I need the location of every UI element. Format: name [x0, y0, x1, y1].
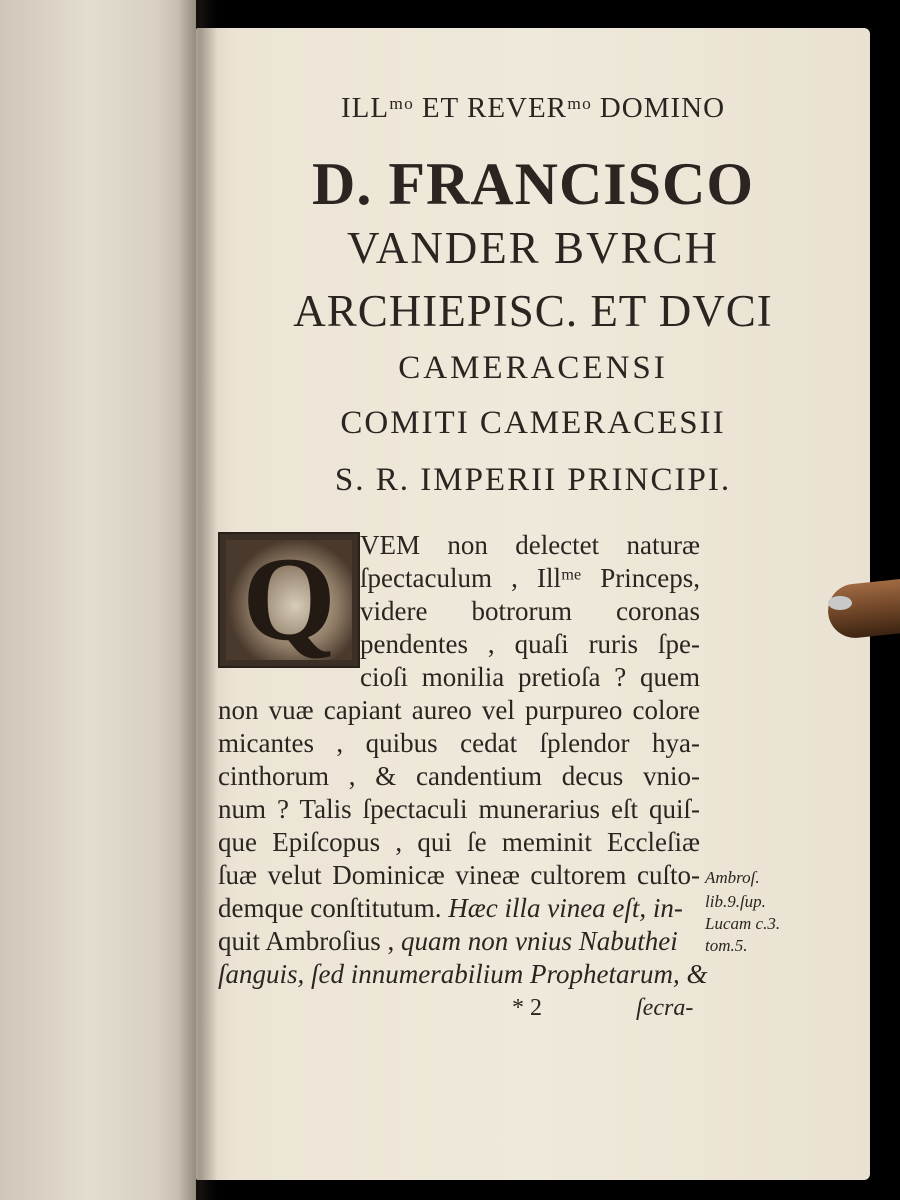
body-line: VEM non delectet naturæ	[360, 530, 700, 560]
signature-mark: * 2	[512, 995, 542, 1021]
initial-letter: Q	[242, 532, 336, 665]
body-line: non vuæ capiant aureo vel purpureo colore	[218, 695, 700, 725]
body-line-mixed	[218, 893, 683, 924]
dedication-line-5: CAMERACENSI	[398, 350, 668, 386]
margin-note: lib.9.ſup.	[705, 892, 766, 911]
body-line: videre botrorum coronas	[360, 596, 700, 626]
dedication-line-6: COMITI CAMERACESII	[340, 405, 726, 441]
margin-note: Lucam c.3.	[705, 914, 781, 933]
body-line-mixed	[218, 926, 678, 957]
dedication-line-3: VANDER BVRCH	[347, 223, 719, 273]
body-line: micantes , quibus cedat ſplendor hya-	[218, 728, 700, 758]
body-line: ſanguis, ſed innumerabilium Prophetarum, &	[218, 959, 708, 989]
margin-note: Ambroſ.	[705, 868, 760, 887]
body-line: que Epiſcopus , qui ſe meminit Eccleſiæ	[218, 827, 700, 857]
margin-note: tom.5.	[705, 936, 748, 955]
body-line: cinthorum , & candentium decus vnio-	[218, 761, 700, 791]
dedication-line-2: D. FRANCISCO	[311, 151, 755, 217]
facing-page	[0, 0, 196, 1200]
body-quote: Hæc illa vinea eſt, in-	[448, 893, 683, 923]
catchword: ſecra-	[636, 995, 694, 1021]
body-text: quit Ambroſius ,	[218, 926, 395, 956]
body-line: pendentes , quaſi ruris ſpe-	[360, 629, 700, 659]
dedication-line-7: S. R. IMPERII PRINCIPI.	[334, 462, 732, 498]
body-line: num ? Talis ſpectaculi munerarius eſt quiſ-	[218, 794, 700, 824]
body-quote: quam non vnius Nabuthei	[401, 926, 678, 956]
body-line: cioſi monilia pretioſa ? quem	[360, 662, 700, 692]
dedication-line-4: ARCHIEPISC. ET DVCI	[293, 286, 773, 336]
pen-tip	[828, 596, 852, 610]
dedication-line-1: ILLᵐᵒ ET REVERᵐᵒ DOMINO	[340, 92, 726, 124]
body-line: ſpectaculum , Illᵐᵉ Princeps,	[360, 563, 700, 593]
body-line: ſuæ velut Dominicæ vineæ cultorem cuſto-	[218, 860, 700, 890]
decorated-initial	[218, 532, 360, 668]
body-text: demque conſtitutum.	[218, 893, 442, 923]
